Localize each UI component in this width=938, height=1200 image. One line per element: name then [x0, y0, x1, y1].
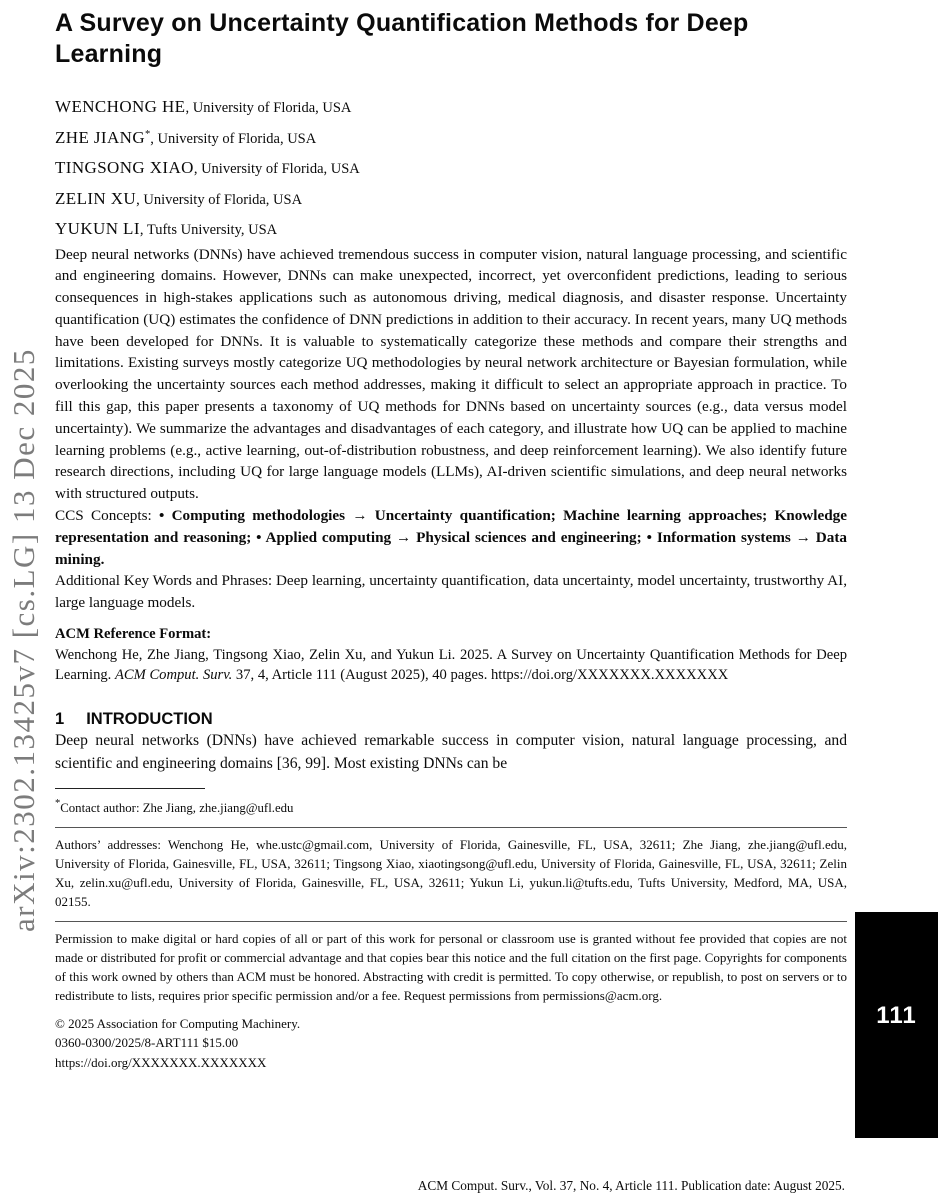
ccs-concepts: [55, 505, 847, 570]
author-name: ZELIN XU: [55, 188, 137, 208]
author-name: ZHE JIANG: [55, 127, 146, 147]
divider-rule: [55, 921, 847, 922]
ccs-label: CCS Concepts:: [55, 507, 159, 525]
issn-line: 0360-0300/2025/8-ART111 $15.00: [55, 1035, 239, 1051]
intro-paragraph: Deep neural networks (DNNs) have achieved remarkable success in computer vision, natural language processing, and scientific and engineering domains [36, 99]. Most existing DNNs can be: [55, 731, 847, 772]
author-line: [55, 183, 847, 214]
section-number: 1: [55, 709, 65, 728]
contact-footnote: [55, 795, 847, 817]
author-affiliation: , University of Florida, USA: [193, 161, 360, 177]
paper-page: [55, 0, 847, 1072]
author-line: [55, 91, 847, 122]
author-line: [55, 152, 847, 183]
copyright-line: © 2025 Association for Computing Machinery.: [55, 1015, 301, 1031]
acm-reference-citation: [55, 645, 847, 686]
running-footer: ACM Comput. Surv., Vol. 37, No. 4, Article 111. Publication date: August 2025.: [417, 1178, 845, 1193]
arxiv-watermark: arXiv:2302.13425v7 [cs.LG] 13 Dec 2025: [6, 348, 41, 932]
footnote-marker: *: [55, 797, 61, 809]
footnote-text: Contact author: Zhe Jiang, zhe.jiang@ufl.edu: [60, 800, 294, 815]
section-title: INTRODUCTION: [86, 709, 213, 728]
authors-addresses: Authors’ addresses: Wenchong He, whe.ustc@gmail.com, University of Florida, Gainesville, FL, USA, 32611; Zhe Jiang, zhe.jiang@ufl.edu, University of Florida, Gainesville, FL, USA, 32611; Tingsong Xiao, xiaotingsong@ufl.edu, University of Florida, Gainesville, FL, USA, 32611; Zelin Xu, zelin.xu@ufl.edu, University of Florida, Gainesville, FL, USA, 32611; Yukun Li, yukun.li@tufts.edu, Tufts University, Medford, MA, USA, 02155.: [55, 836, 847, 909]
author-affiliation: , University of Florida, USA: [150, 130, 317, 147]
author-name: TINGSONG XIAO: [55, 158, 194, 177]
divider-rule: [55, 827, 847, 828]
author-line: [55, 122, 847, 153]
footnote-rule: [55, 788, 205, 789]
citation-text: Wenchong He, Zhe Jiang, Tingsong Xiao, Zelin Xu, and Yukun Li. 2025. A Survey on Uncertainty Quantification Methods for Deep Learning.: [55, 646, 847, 684]
keywords: Additional Key Words and Phrases: Deep learning, uncertainty quantification, data uncertainty, model uncertainty, trustworthy AI, large language models.: [55, 572, 847, 612]
author-name: YUKUN LI: [55, 219, 140, 238]
page-title: A Survey on Uncertainty Quantification Methods for Deep Learning: [55, 9, 749, 68]
author-name: WENCHONG HE: [55, 97, 186, 116]
ccs-body: • Computing methodologies → Uncertainty quantification; Machine learning approaches; Knowledge representation and reasoning; • Applied computing → Physical sciences and engineering; • Information systems → Data mining.: [55, 507, 848, 568]
doi-link[interactable]: https://doi.org/XXXXXXX.XXXXXXX: [55, 1054, 267, 1070]
author-line: [55, 213, 847, 244]
acm-reference-format: [55, 624, 847, 686]
section-1-heading: [55, 710, 847, 729]
author-affiliation: , University of Florida, USA: [185, 100, 352, 116]
author-marker: *: [145, 128, 151, 140]
permission-notice: Permission to make digital or hard copies of all or part of this work for personal or classroom use is granted without fee provided that copies are not made or distributed for profit or commercial advantage and that copies bear this notice and the full citation on the first page. Copyrights for components of this work owned by others than ACM must be honored. Abstracting with credit is permitted. To copy otherwise, or republish, to post on servers or to redistribute to lists, requires prior specific permission and/or a fee. Request permissions from permissions@acm.org.: [55, 930, 847, 1003]
journal-name: ACM Comput. Surv.: [114, 667, 233, 684]
abstract: Deep neural networks (DNNs) have achieved tremendous success in computer vision, natural language processing, and scientific and engineering domains. However, DNNs can make unexpected, incorrect, yet overconfident predictions, leading to serious consequences in high-stakes applications such as autonomous driving, medical diagnosis, and disaster response. Uncertainty quantification (UQ) estimates the confidence of DNN predictions in addition to their accuracy. In recent years, many UQ methods have been developed for DNNs. It is valuable to systematically categorize these methods and compare their strengths and limitations. Existing surveys mostly categorize UQ methodologies by neural network architecture or Bayesian formulation, while overlooking the uncertainty sources each method addresses, making it difficult to select an appropriate approach in practice. To fill this gap, this paper presents a taxonomy of UQ methods for DNNs based on uncertainty sources (e.g., data versus model uncertainty). We summarize the advantages and disadvantages of each category, and illustrate how UQ can be applied to machine learning problems (e.g., active learning, out-of-distribution robustness, and deep reinforcement learning). We also identify future research directions, including UQ for large language models (LLMs), AI-driven scientific simulations, and deep neural networks with structured outputs.: [55, 245, 847, 503]
citation-tail: 37, 4, Article 111 (August 2025), 40 pages. https://doi.org/XXXXXXX.XXXXXXX: [232, 667, 729, 684]
author-affiliation: , Tufts University, USA: [139, 222, 278, 238]
article-number: 111: [876, 1002, 917, 1029]
acm-reference-heading: ACM Reference Format:: [55, 626, 212, 643]
article-number-badge: [855, 912, 938, 1138]
author-block: [55, 91, 847, 244]
author-affiliation: , University of Florida, USA: [136, 191, 303, 208]
copyright-block: [55, 1014, 847, 1073]
